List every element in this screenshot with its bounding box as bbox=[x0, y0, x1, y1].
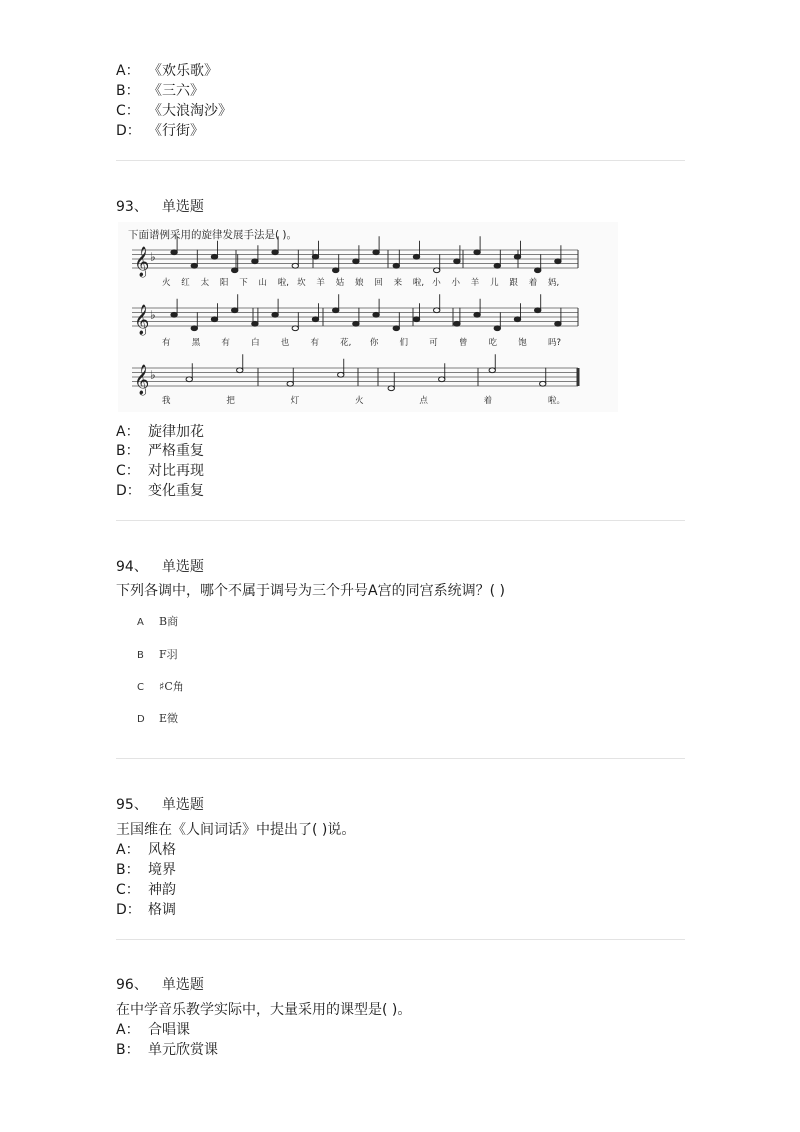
note-head bbox=[489, 368, 495, 373]
lyric-syllable: 回 bbox=[374, 278, 383, 288]
treble-clef: 𝄞 bbox=[134, 305, 150, 335]
staves bbox=[132, 236, 578, 396]
lyric-syllable: 黑 bbox=[191, 338, 201, 348]
option-text: 神韵 bbox=[148, 882, 176, 898]
question-number: 96、 bbox=[116, 977, 148, 993]
treble-clef: 𝄞 bbox=[134, 365, 150, 395]
lyric-syllable: 你 bbox=[369, 338, 379, 348]
option-label: B： bbox=[116, 83, 140, 99]
note-head bbox=[211, 317, 217, 322]
option-text: ♯C角 bbox=[159, 680, 184, 693]
lyric-syllable: 阳 bbox=[219, 278, 229, 288]
note-head bbox=[439, 377, 445, 382]
option-label: A： bbox=[116, 63, 140, 79]
q92-option-b[interactable] bbox=[116, 81, 204, 101]
note-head bbox=[454, 259, 460, 264]
note-head bbox=[171, 250, 177, 255]
lyric-syllable: 也 bbox=[280, 338, 290, 348]
note-head bbox=[312, 317, 318, 322]
lyric-syllable: 着 bbox=[528, 278, 538, 288]
lyric-syllable: 火 bbox=[355, 396, 364, 406]
note-head bbox=[434, 268, 440, 273]
staff bbox=[132, 354, 578, 396]
option-label: B： bbox=[116, 1042, 140, 1058]
option-text: 境界 bbox=[148, 862, 176, 878]
option-label: A： bbox=[116, 424, 140, 440]
q94-option-d[interactable] bbox=[137, 710, 178, 726]
q93-option-d[interactable] bbox=[116, 481, 204, 501]
q93-option-b[interactable] bbox=[116, 441, 204, 461]
note-head bbox=[333, 308, 339, 313]
option-label: A： bbox=[116, 1022, 140, 1038]
lyric-syllable: 火 bbox=[162, 278, 171, 288]
flat-sign: ♭ bbox=[150, 368, 156, 382]
lyric-syllable: 姑 bbox=[335, 278, 345, 288]
score-caption: 下面谱例采用的旋律发展手法是( )。 bbox=[128, 229, 298, 241]
note-head bbox=[312, 254, 318, 259]
option-text: 对比再现 bbox=[148, 463, 204, 479]
staff bbox=[132, 236, 578, 278]
option-label: C： bbox=[116, 103, 140, 119]
lyric-syllable: 啦, bbox=[277, 278, 290, 288]
option-text: F羽 bbox=[159, 648, 178, 661]
note-head bbox=[393, 326, 399, 331]
lyric-syllable: 有 bbox=[162, 338, 171, 348]
note-head bbox=[232, 268, 238, 273]
q92-option-d[interactable] bbox=[116, 121, 204, 141]
option-label: D： bbox=[116, 123, 141, 139]
note-head bbox=[494, 263, 500, 268]
lyric-syllable: 红 bbox=[181, 278, 190, 288]
option-label: C： bbox=[116, 463, 140, 479]
note-head bbox=[535, 268, 541, 273]
q94-stem: 下列各调中，哪个不属于调号为三个升号A宫的同宫系统调？( ) bbox=[116, 583, 505, 599]
lyric-syllable: 花, bbox=[340, 338, 352, 348]
music-score-image bbox=[118, 222, 618, 412]
lyric-syllable: 曾 bbox=[458, 338, 468, 348]
q96-header bbox=[116, 975, 204, 995]
lyric-syllable: 吗? bbox=[548, 338, 562, 348]
lyric-syllable: 着 bbox=[483, 396, 493, 406]
note-head bbox=[555, 259, 561, 264]
note-head bbox=[333, 268, 339, 273]
q95-option-a[interactable] bbox=[116, 840, 176, 860]
note-head bbox=[191, 326, 197, 331]
note-head bbox=[474, 312, 480, 317]
note-head bbox=[171, 312, 177, 317]
note-head bbox=[454, 321, 460, 326]
note-head bbox=[494, 326, 500, 331]
option-text: 严格重复 bbox=[148, 443, 204, 459]
note-head bbox=[191, 263, 197, 268]
option-text: E徵 bbox=[159, 712, 179, 725]
option-label: D bbox=[137, 714, 145, 725]
lyric-syllable: 我 bbox=[162, 396, 171, 406]
q95-header bbox=[116, 795, 204, 815]
option-text: 单元欣赏课 bbox=[148, 1042, 218, 1058]
lyric-syllable: 白 bbox=[251, 338, 260, 348]
question-type: 单选题 bbox=[161, 797, 204, 813]
lyric-syllable: 太 bbox=[200, 278, 210, 288]
option-label: B bbox=[137, 650, 144, 661]
q92-option-a[interactable] bbox=[116, 61, 218, 81]
option-text: B商 bbox=[159, 615, 179, 628]
question-type: 单选题 bbox=[161, 559, 204, 575]
lyric-syllable: 小 bbox=[451, 278, 461, 288]
q94-option-a[interactable] bbox=[137, 613, 178, 629]
note-head bbox=[373, 250, 379, 255]
option-label: A： bbox=[116, 842, 140, 858]
lyric-syllable: 坎 bbox=[297, 278, 306, 288]
divider bbox=[116, 160, 685, 161]
note-head bbox=[272, 312, 278, 317]
q96-option-b[interactable] bbox=[116, 1040, 218, 1060]
note-head bbox=[272, 250, 278, 255]
lyric-syllable: 啦。 bbox=[548, 396, 566, 406]
q92-option-c[interactable] bbox=[116, 101, 232, 121]
flat-sign: ♭ bbox=[150, 250, 156, 264]
staff bbox=[132, 294, 578, 336]
option-label: A bbox=[137, 617, 144, 628]
option-label: B： bbox=[116, 443, 140, 459]
question-number: 94、 bbox=[116, 559, 148, 575]
option-text: 旋律加花 bbox=[148, 424, 204, 440]
note-head bbox=[292, 263, 298, 268]
flat-sign: ♭ bbox=[150, 308, 156, 322]
note-head bbox=[186, 377, 192, 382]
lyric-syllable: 妈, bbox=[548, 278, 560, 288]
note-head bbox=[555, 321, 561, 326]
option-label: D： bbox=[116, 902, 141, 918]
option-text: 合唱课 bbox=[148, 1022, 190, 1038]
lyric-syllable: 儿 bbox=[490, 278, 499, 288]
lyric-syllable: 们 bbox=[399, 338, 409, 348]
note-head bbox=[353, 321, 359, 326]
q95-stem: 王国维在《人间词话》中提出了( )说。 bbox=[116, 822, 356, 838]
treble-clef: 𝄞 bbox=[134, 247, 150, 277]
note-head bbox=[393, 263, 399, 268]
note-head bbox=[413, 254, 419, 259]
note-head bbox=[514, 254, 520, 259]
option-text: 《行街》 bbox=[148, 123, 204, 139]
note-head bbox=[413, 317, 419, 322]
option-text: 《三六》 bbox=[148, 83, 204, 99]
music-score-svg bbox=[118, 222, 618, 412]
lyric-syllable: 有 bbox=[310, 338, 319, 348]
note-head bbox=[292, 326, 298, 331]
lyric-syllable: 可 bbox=[429, 338, 438, 348]
q95-option-b[interactable] bbox=[116, 860, 176, 880]
q95-option-d[interactable] bbox=[116, 900, 176, 920]
q94-option-c[interactable] bbox=[137, 678, 184, 694]
lyric-syllable: 把 bbox=[226, 396, 235, 406]
note-head bbox=[338, 372, 344, 377]
option-label: C bbox=[137, 682, 144, 693]
note-head bbox=[237, 368, 243, 373]
note-head bbox=[535, 308, 541, 313]
question-number: 93、 bbox=[116, 199, 148, 215]
option-text: 《欢乐歌》 bbox=[148, 63, 218, 79]
q93-header bbox=[116, 197, 204, 217]
q95-option-c[interactable] bbox=[116, 880, 176, 900]
note-head bbox=[388, 386, 394, 391]
option-text: 格调 bbox=[148, 902, 176, 918]
question-number: 95、 bbox=[116, 797, 148, 813]
note-head bbox=[540, 381, 546, 386]
lyric-syllable: 跟 bbox=[509, 278, 518, 288]
lyric-syllable: 吃 bbox=[488, 338, 498, 348]
q96-stem: 在中学音乐教学实际中，大量采用的课型是( )。 bbox=[116, 1002, 412, 1018]
note-head bbox=[434, 308, 440, 313]
note-head bbox=[232, 308, 238, 313]
q93-option-c[interactable] bbox=[116, 461, 204, 481]
lyric-syllable: 啦, bbox=[412, 278, 425, 288]
lyric-syllable: 有 bbox=[221, 338, 230, 348]
option-label: B： bbox=[116, 862, 140, 878]
divider bbox=[116, 758, 685, 759]
q94-option-b[interactable] bbox=[137, 646, 178, 662]
divider bbox=[116, 520, 685, 521]
q96-option-a[interactable] bbox=[116, 1020, 190, 1040]
lyric-syllable: 灯 bbox=[290, 396, 300, 406]
question-type: 单选题 bbox=[161, 199, 204, 215]
lyrics bbox=[162, 277, 565, 406]
note-head bbox=[353, 259, 359, 264]
lyric-syllable: 山 bbox=[258, 278, 268, 288]
note-head bbox=[474, 250, 480, 255]
option-text: 风格 bbox=[148, 842, 176, 858]
option-text: 变化重复 bbox=[148, 483, 204, 499]
note-head bbox=[514, 317, 520, 322]
lyric-syllable: 小 bbox=[432, 278, 441, 288]
q94-header bbox=[116, 557, 204, 577]
q93-option-a[interactable] bbox=[116, 422, 204, 442]
note-head bbox=[211, 254, 217, 259]
question-type: 单选题 bbox=[161, 977, 204, 993]
lyric-syllable: 下 bbox=[239, 278, 248, 288]
option-label: C： bbox=[116, 882, 140, 898]
lyric-syllable: 娘 bbox=[355, 278, 364, 288]
lyric-syllable: 羊 bbox=[316, 278, 325, 288]
note-head bbox=[252, 321, 258, 326]
option-text: 《大浪淘沙》 bbox=[148, 103, 232, 119]
lyric-syllable: 饱 bbox=[518, 338, 527, 348]
lyric-syllable: 羊 bbox=[470, 278, 480, 288]
divider bbox=[116, 939, 685, 940]
note-head bbox=[252, 259, 258, 264]
note-head bbox=[287, 381, 293, 386]
option-label: D： bbox=[116, 483, 141, 499]
note-head bbox=[373, 312, 379, 317]
lyric-syllable: 来 bbox=[393, 278, 403, 288]
lyric-syllable: 点 bbox=[419, 396, 428, 406]
